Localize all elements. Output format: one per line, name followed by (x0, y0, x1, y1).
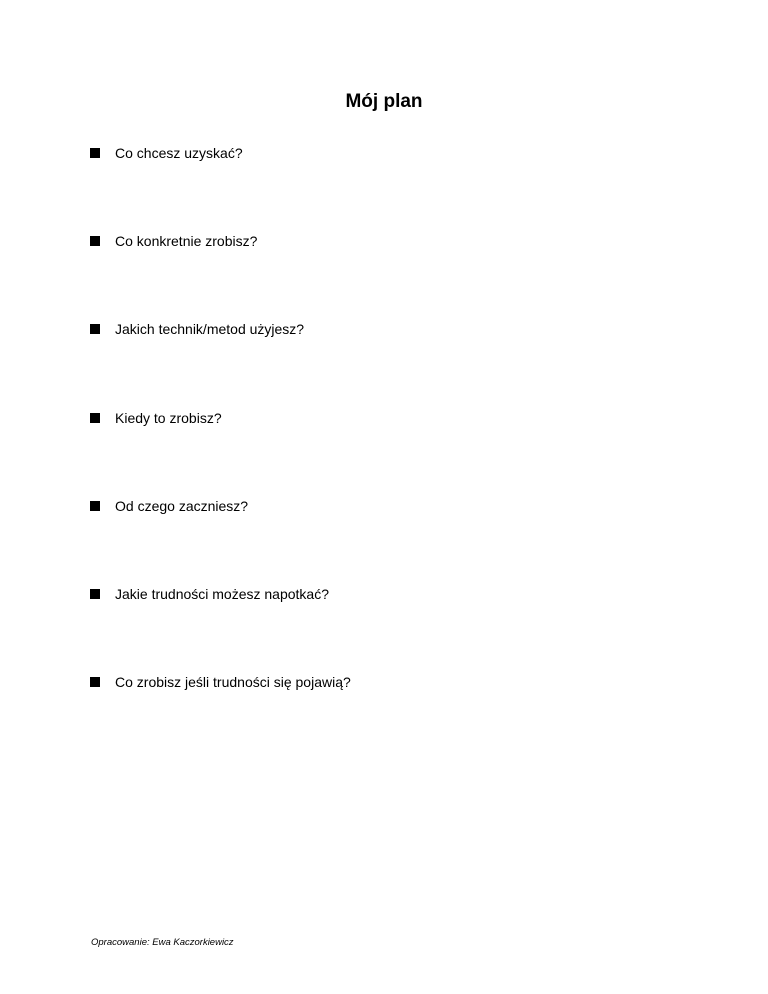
square-bullet-icon (90, 413, 100, 423)
question-text: Od czego zaczniesz? (115, 498, 249, 514)
square-bullet-icon (90, 324, 100, 334)
square-bullet-icon (90, 501, 100, 511)
question-item (90, 143, 243, 163)
question-text: Co chcesz uzyskać? (115, 145, 243, 161)
question-text: Co zrobisz jeśli trudności się pojawią? (115, 674, 351, 690)
question-item (90, 584, 329, 604)
square-bullet-icon (90, 148, 100, 158)
page-title: Mój plan (345, 91, 423, 112)
square-bullet-icon (90, 236, 100, 246)
question-text: Kiedy to zrobisz? (115, 410, 222, 426)
question-text: Jakie trudności możesz napotkać? (115, 586, 329, 602)
question-item (90, 672, 351, 692)
question-item (90, 319, 304, 339)
question-item (90, 231, 257, 251)
page-footer: Opracowanie: Ewa Kaczorkiewicz (91, 937, 234, 948)
square-bullet-icon (90, 589, 100, 599)
square-bullet-icon (90, 677, 100, 687)
question-text: Jakich technik/metod użyjesz? (115, 321, 305, 337)
question-item (90, 408, 222, 428)
question-text: Co konkretnie zrobisz? (115, 233, 258, 249)
question-item (90, 496, 248, 516)
